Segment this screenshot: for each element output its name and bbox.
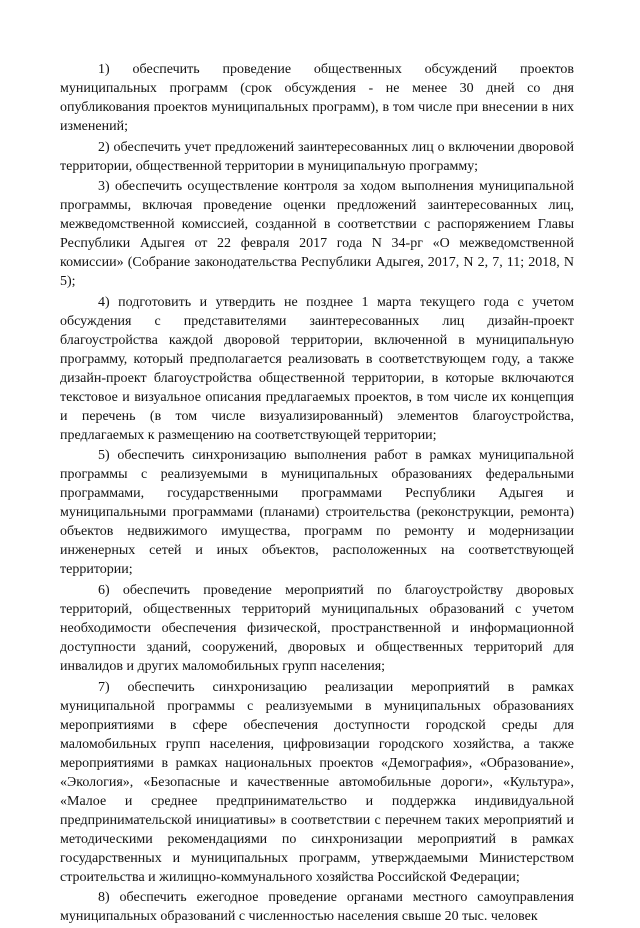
paragraph-item-6: 6) обеспечить проведение мероприятий по благоустройству дворовых территорий, общественных территорий муниципальных образований с учетом необходимости обеспечения физической, пространственной и информационной доступности зданий, сооружений, дворовых и общественных территорий для инвалидов и других маломобильных групп населения; (60, 582, 574, 674)
paragraph-item-4: 4) подготовить и утвердить не позднее 1 марта текущего года с учетом обсуждения с представителями заинтересованных лиц дизайн-проект благоустройства каждой дворовой территории, включенной в муниципальную программу, который предполагается реализовать в соответствующем году, а также дизайн-проект благоустройства общественной территории, в которые включаются текстовое и визуальное описания предлагаемых проектов, в том числе их концепция и перечень (в том числе визуализированный) элементов благоустройства, предлагаемых к размещению на соответствующей территории; (60, 294, 574, 443)
paragraph-item-7: 7) обеспечить синхронизацию реализации мероприятий в рамках муниципальной программы с реализуемыми в муниципальных образованиях мероприятиями в сфере обеспечения доступности городской среды для маломобильных групп населения, цифровизации городского хозяйства, а также мероприятиями в рамках национальных проектов «Демография», «Образование», «Экология», «Безопасные и качественные автомобильные дороги», «Культура», «Малое и среднее предпринимательство и поддержка индивидуальной предпринимательской инициативы» в соответствии с перечнем таких мероприятий и методическими рекомендациями по синхронизации мероприятий в рамках государственных и муниципальных программ, утверждаемыми Министерством строительства и жилищно-коммунального хозяйства Российской Федерации; (60, 679, 574, 885)
paragraph-item-1: 1) обеспечить проведение общественных обсуждений проектов муниципальных программ (срок обсуждения - не менее 30 дней со дня опубликования проектов муниципальных программ), в том числе при внесении в них изменений; (60, 62, 574, 134)
paragraph-item-3: 3) обеспечить осуществление контроля за ходом выполнения муниципальной программы, включая проведение оценки предложений заинтересованных лиц, межведомственной комиссией, созданной в соответствии с распоряжением Главы Республики Адыгея от 22 февраля 2017 года N 34-рг «О межведомственной комиссии» (Собрание законодательства Республики Адыгея, 2017, N 2, 7, 11; 2018, N 5); (60, 179, 574, 290)
paragraph-item-2: 2) обеспечить учет предложений заинтересованных лиц о включении дворовой территории, общественной территории в муниципальную программу; (60, 139, 574, 174)
document-body (60, 60, 574, 928)
paragraph-item-8: 8) обеспечить ежегодное проведение органами местного самоуправления муниципальных образований с численностью населения свыше 20 тыс. человек (60, 890, 574, 925)
paragraph-item-5: 5) обеспечить синхронизацию выполнения работ в рамках муниципальной программы с реализуемыми в муниципальных образованиях федеральными программами, государственными программами Республики Адыгея и муниципальными программами (планами) строительства (реконструкции, ремонта) объектов недвижимого имущества, программ по ремонту и модернизации инженерных сетей и иных объектов, расположенных на соответствующей территории; (60, 448, 574, 578)
